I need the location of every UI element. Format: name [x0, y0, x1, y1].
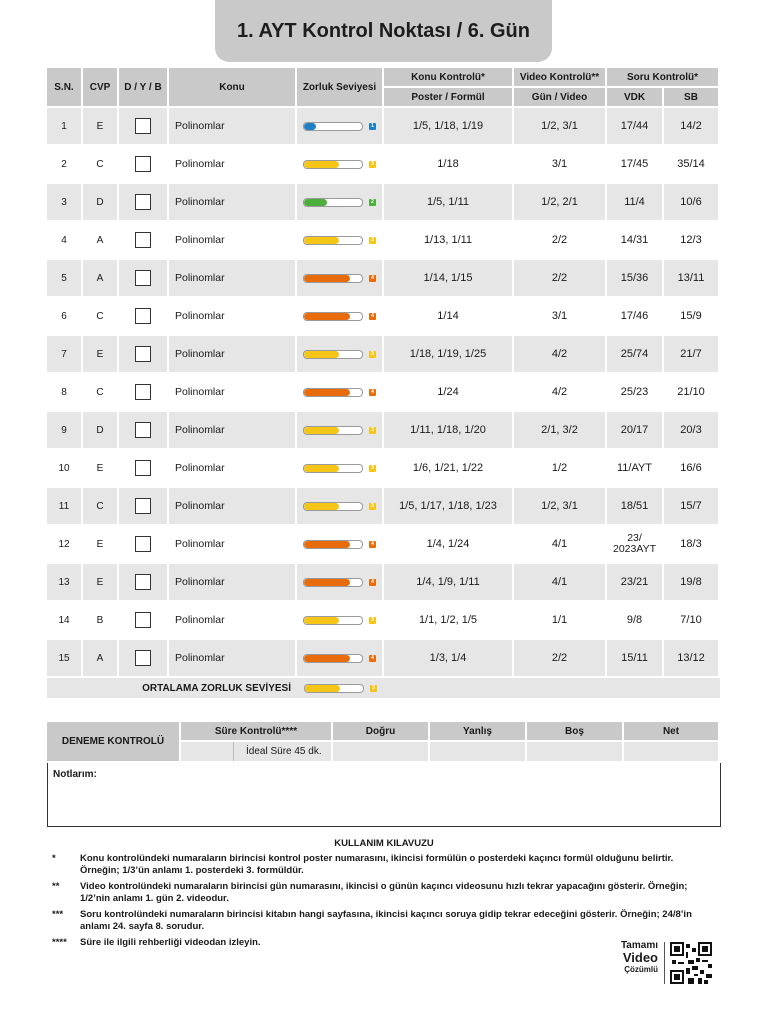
difficulty-bar: [303, 426, 376, 435]
row-topic: Polinomlar: [169, 184, 297, 222]
dyb-checkbox[interactable]: [135, 650, 151, 666]
row-sb: 35/14: [664, 146, 720, 184]
difficulty-level-badge: 3: [369, 237, 376, 244]
difficulty-track: [303, 350, 363, 359]
row-sb: 18/3: [664, 526, 720, 564]
difficulty-fill: [304, 427, 339, 434]
row-gun-video: 1/2, 3/1: [514, 108, 607, 146]
difficulty-level-badge: 4: [369, 313, 376, 320]
dyb-cell: [119, 184, 169, 222]
header-soru-kontrolu: Soru Kontrolü*: [607, 68, 720, 88]
dyb-checkbox[interactable]: [135, 574, 151, 590]
sure-header: Süre Kontrolü****: [181, 722, 333, 742]
difficulty-level-badge: 1: [369, 123, 376, 130]
row-answer: A: [83, 640, 119, 678]
row-poster-formul: 1/4, 1/24: [384, 526, 514, 564]
badge-line1: Tamamı: [620, 940, 658, 951]
difficulty-level-badge: 3: [369, 617, 376, 624]
row-gun-video: 4/2: [514, 374, 607, 412]
row-number: 14: [47, 602, 83, 640]
row-answer: E: [83, 450, 119, 488]
row-difficulty: [297, 374, 384, 412]
dyb-checkbox[interactable]: [135, 536, 151, 552]
row-sb: 19/8: [664, 564, 720, 602]
row-topic: Polinomlar: [169, 564, 297, 602]
table-row: [47, 222, 720, 260]
dyb-cell: [119, 108, 169, 146]
header-sb: SB: [664, 88, 720, 108]
guide-mark: **: [52, 881, 60, 892]
row-vdk: 17/45: [607, 146, 664, 184]
row-gun-video: 2/2: [514, 640, 607, 678]
row-vdk: 18/51: [607, 488, 664, 526]
dyb-cell: [119, 640, 169, 678]
header-konu: Konu: [169, 68, 297, 108]
badge-line3: Çözümlü: [624, 965, 658, 974]
row-gun-video: 3/1: [514, 146, 607, 184]
table-row: [47, 640, 720, 678]
difficulty-level-badge: 3: [369, 351, 376, 358]
guide-title: KULLANIM KILAVUZU: [334, 838, 434, 849]
difficulty-fill: [304, 541, 350, 548]
row-vdk: 17/46: [607, 298, 664, 336]
dyb-checkbox[interactable]: [135, 346, 151, 362]
row-sb: 13/12: [664, 640, 720, 678]
guide-item: [52, 909, 722, 933]
yanlis-header: Yanlış: [430, 722, 527, 742]
difficulty-track: [303, 616, 363, 625]
row-sb: 7/10: [664, 602, 720, 640]
page-title: 1. AYT Kontrol Noktası / 6. Gün: [215, 0, 552, 62]
guide-item: [52, 881, 722, 905]
row-gun-video: 1/1: [514, 602, 607, 640]
difficulty-track: [304, 684, 364, 693]
dyb-cell: [119, 336, 169, 374]
guide-list: [52, 853, 722, 953]
row-answer: D: [83, 184, 119, 222]
difficulty-fill: [304, 503, 339, 510]
header-sn: S.N.: [47, 68, 83, 108]
row-poster-formul: 1/5, 1/11: [384, 184, 514, 222]
row-poster-formul: 1/18, 1/19, 1/25: [384, 336, 514, 374]
row-poster-formul: 1/13, 1/11: [384, 222, 514, 260]
difficulty-level-badge: 3: [370, 685, 377, 692]
row-poster-formul: 1/14: [384, 298, 514, 336]
row-difficulty: [297, 526, 384, 564]
row-gun-video: 1/2, 3/1: [514, 488, 607, 526]
row-topic: Polinomlar: [169, 298, 297, 336]
row-answer: E: [83, 564, 119, 602]
table-row: [47, 298, 720, 336]
difficulty-fill: [304, 237, 339, 244]
header-cvp: CVP: [83, 68, 119, 108]
control-table: [47, 68, 720, 698]
difficulty-level-badge: 3: [369, 503, 376, 510]
row-vdk: 15/36: [607, 260, 664, 298]
guide-text: Soru kontrolündeki numaraların birincisi kitabın hangi sayfasına, ikincisi kaçıncı soruya gidip tekrar edeceğini gösterir. Örneğin; 24/8’in anlamı 24. sayfa 8. sorudur.: [80, 909, 692, 932]
header-gun-video: Gün / Video: [514, 88, 607, 108]
header-dyb: D / Y / B: [119, 68, 169, 108]
guide-text: Konu kontrolündeki numaraların birincisi kontrol poster numarasını, ikincisi formülün o posterdeki kaçıncı formül olduğunu belirtir. Örneğin; 1/3’ün anlamı 1. posterdeki 3. formüldür.: [80, 853, 674, 876]
row-topic: Polinomlar: [169, 488, 297, 526]
row-difficulty: [297, 602, 384, 640]
row-vdk: 23/ 2023AYT: [607, 526, 664, 564]
row-poster-formul: 1/5, 1/17, 1/18, 1/23: [384, 488, 514, 526]
difficulty-bar: [303, 654, 376, 663]
difficulty-level-badge: 2: [369, 199, 376, 206]
row-answer: C: [83, 488, 119, 526]
table-row: [47, 602, 720, 640]
header-video-kontrolu: Video Kontrolü**: [514, 68, 607, 88]
net-field[interactable]: [624, 742, 720, 763]
row-topic: Polinomlar: [169, 640, 297, 678]
dyb-cell: [119, 412, 169, 450]
row-sb: 15/9: [664, 298, 720, 336]
difficulty-track: [303, 388, 363, 397]
header-zorluk: Zorluk Seviyesi: [297, 68, 384, 108]
row-difficulty: [297, 336, 384, 374]
difficulty-bar: [303, 160, 376, 169]
difficulty-fill: [304, 579, 350, 586]
row-difficulty: [297, 412, 384, 450]
difficulty-bar: [303, 578, 376, 587]
yanlis-field[interactable]: [430, 742, 527, 763]
row-sb: 12/3: [664, 222, 720, 260]
row-number: 7: [47, 336, 83, 374]
row-number: 5: [47, 260, 83, 298]
difficulty-bar: [303, 350, 376, 359]
row-difficulty: [297, 222, 384, 260]
row-sb: 13/11: [664, 260, 720, 298]
row-difficulty: [297, 184, 384, 222]
row-topic: Polinomlar: [169, 260, 297, 298]
dyb-checkbox[interactable]: [135, 118, 151, 134]
row-difficulty: [297, 146, 384, 184]
row-number: 12: [47, 526, 83, 564]
table-row: [47, 146, 720, 184]
difficulty-fill: [304, 199, 327, 206]
guide-mark: *: [52, 853, 56, 864]
difficulty-fill: [305, 685, 340, 692]
row-topic: Polinomlar: [169, 336, 297, 374]
row-difficulty: [297, 450, 384, 488]
dyb-checkbox[interactable]: [135, 194, 151, 210]
header-poster-formul: Poster / Formül: [384, 88, 514, 108]
row-topic: Polinomlar: [169, 108, 297, 146]
dyb-cell: [119, 146, 169, 184]
difficulty-fill: [304, 389, 350, 396]
row-number: 3: [47, 184, 83, 222]
difficulty-bar: [303, 236, 376, 245]
row-gun-video: 4/2: [514, 336, 607, 374]
difficulty-fill: [304, 465, 339, 472]
dogru-field[interactable]: [333, 742, 430, 763]
dyb-cell: [119, 564, 169, 602]
difficulty-bar: [304, 684, 377, 693]
deneme-table: [47, 722, 720, 763]
row-answer: A: [83, 260, 119, 298]
row-number: 10: [47, 450, 83, 488]
row-poster-formul: 1/14, 1/15: [384, 260, 514, 298]
difficulty-bar: [303, 312, 376, 321]
notes-label: Notlarım:: [53, 769, 97, 780]
table-row: [47, 526, 720, 564]
dyb-checkbox[interactable]: [135, 460, 151, 476]
dyb-checkbox[interactable]: [135, 232, 151, 248]
dyb-cell: [119, 374, 169, 412]
row-answer: D: [83, 412, 119, 450]
row-topic: Polinomlar: [169, 146, 297, 184]
row-difficulty: [297, 640, 384, 678]
row-topic: Polinomlar: [169, 374, 297, 412]
row-sb: 15/7: [664, 488, 720, 526]
dyb-checkbox[interactable]: [135, 612, 151, 628]
difficulty-track: [303, 160, 363, 169]
row-difficulty: [297, 260, 384, 298]
row-poster-formul: 1/11, 1/18, 1/20: [384, 412, 514, 450]
row-topic: Polinomlar: [169, 412, 297, 450]
average-label: ORTALAMA ZORLUK SEVİYESİ: [47, 678, 297, 698]
dyb-checkbox[interactable]: [135, 308, 151, 324]
difficulty-level-badge: 3: [369, 161, 376, 168]
difficulty-bar: [303, 540, 376, 549]
row-number: 13: [47, 564, 83, 602]
row-poster-formul: 1/4, 1/9, 1/11: [384, 564, 514, 602]
bos-field[interactable]: [527, 742, 624, 763]
dyb-cell: [119, 602, 169, 640]
table-row: [47, 450, 720, 488]
deneme-label: DENEME KONTROLÜ: [47, 722, 181, 763]
table-row: [47, 108, 720, 146]
row-difficulty: [297, 108, 384, 146]
difficulty-track: [303, 236, 363, 245]
row-gun-video: 4/1: [514, 526, 607, 564]
row-number: 1: [47, 108, 83, 146]
row-vdk: 14/31: [607, 222, 664, 260]
row-answer: A: [83, 222, 119, 260]
dyb-cell: [119, 222, 169, 260]
badge-line2: Video: [622, 950, 658, 965]
row-sb: 14/2: [664, 108, 720, 146]
difficulty-track: [303, 426, 363, 435]
difficulty-level-badge: 4: [369, 541, 376, 548]
difficulty-bar: [303, 274, 376, 283]
row-number: 6: [47, 298, 83, 336]
row-topic: Polinomlar: [169, 222, 297, 260]
table-row: [47, 374, 720, 412]
guide-item: [52, 853, 722, 877]
row-answer: C: [83, 374, 119, 412]
difficulty-level-badge: 3: [369, 427, 376, 434]
row-poster-formul: 1/5, 1/18, 1/19: [384, 108, 514, 146]
row-number: 9: [47, 412, 83, 450]
difficulty-track: [303, 198, 363, 207]
row-vdk: 11/4: [607, 184, 664, 222]
difficulty-track: [303, 274, 363, 283]
difficulty-track: [303, 578, 363, 587]
row-vdk: 23/21: [607, 564, 664, 602]
row-difficulty: [297, 564, 384, 602]
row-vdk: 25/74: [607, 336, 664, 374]
row-sb: 21/7: [664, 336, 720, 374]
row-gun-video: 2/2: [514, 222, 607, 260]
row-vdk: 20/17: [607, 412, 664, 450]
dyb-cell: [119, 488, 169, 526]
net-header: Net: [624, 722, 720, 742]
table-row: [47, 488, 720, 526]
difficulty-track: [303, 502, 363, 511]
row-answer: C: [83, 298, 119, 336]
dyb-cell: [119, 450, 169, 488]
row-number: 4: [47, 222, 83, 260]
row-difficulty: [297, 298, 384, 336]
dyb-checkbox[interactable]: [135, 156, 151, 172]
row-vdk: 9/8: [607, 602, 664, 640]
row-number: 11: [47, 488, 83, 526]
row-answer: E: [83, 108, 119, 146]
row-answer: B: [83, 602, 119, 640]
row-vdk: 15/11: [607, 640, 664, 678]
video-solution-badge: [608, 940, 718, 986]
qr-code-icon[interactable]: [670, 942, 712, 984]
table-row: [47, 260, 720, 298]
dyb-checkbox[interactable]: [135, 422, 151, 438]
difficulty-bar: [303, 122, 376, 131]
difficulty-fill: [304, 617, 339, 624]
dogru-header: Doğru: [333, 722, 430, 742]
row-gun-video: 2/1, 3/2: [514, 412, 607, 450]
difficulty-track: [303, 540, 363, 549]
table-row: [47, 336, 720, 374]
difficulty-fill: [304, 655, 350, 662]
row-sb: 16/6: [664, 450, 720, 488]
difficulty-track: [303, 464, 363, 473]
row-poster-formul: 1/6, 1/21, 1/22: [384, 450, 514, 488]
ideal-sure: İdeal Süre 45 dk.: [181, 742, 333, 763]
notes-box[interactable]: [47, 763, 721, 827]
row-answer: E: [83, 336, 119, 374]
dyb-cell: [119, 260, 169, 298]
difficulty-level-badge: 3: [369, 465, 376, 472]
table-row: [47, 564, 720, 602]
difficulty-bar: [303, 388, 376, 397]
table-row: [47, 412, 720, 450]
difficulty-level-badge: 4: [369, 275, 376, 282]
row-gun-video: 2/2: [514, 260, 607, 298]
difficulty-bar: [303, 502, 376, 511]
row-number: 15: [47, 640, 83, 678]
row-sb: 10/6: [664, 184, 720, 222]
row-poster-formul: 1/1, 1/2, 1/5: [384, 602, 514, 640]
header-vdk: VDK: [607, 88, 664, 108]
row-answer: C: [83, 146, 119, 184]
difficulty-level-badge: 4: [369, 655, 376, 662]
row-poster-formul: 1/18: [384, 146, 514, 184]
row-number: 2: [47, 146, 83, 184]
difficulty-bar: [303, 464, 376, 473]
table-row: [47, 184, 720, 222]
difficulty-bar: [303, 616, 376, 625]
row-vdk: 25/23: [607, 374, 664, 412]
row-gun-video: 1/2, 2/1: [514, 184, 607, 222]
dyb-checkbox[interactable]: [135, 270, 151, 286]
difficulty-track: [303, 654, 363, 663]
row-number: 8: [47, 374, 83, 412]
row-poster-formul: 1/24: [384, 374, 514, 412]
row-vdk: 11/AYT: [607, 450, 664, 488]
dyb-cell: [119, 298, 169, 336]
difficulty-level-badge: 4: [369, 579, 376, 586]
guide-text: Süre ile ilgili rehberliği videodan izleyin.: [80, 937, 261, 948]
row-topic: Polinomlar: [169, 526, 297, 564]
row-answer: E: [83, 526, 119, 564]
row-gun-video: 3/1: [514, 298, 607, 336]
difficulty-bar: [303, 198, 376, 207]
dyb-checkbox[interactable]: [135, 384, 151, 400]
row-topic: Polinomlar: [169, 602, 297, 640]
row-gun-video: 1/2: [514, 450, 607, 488]
bos-header: Boş: [527, 722, 624, 742]
difficulty-track: [303, 312, 363, 321]
guide-mark: ****: [52, 937, 67, 948]
dyb-checkbox[interactable]: [135, 498, 151, 514]
row-topic: Polinomlar: [169, 450, 297, 488]
guide-text: Video kontrolündeki numaraların birincisi gün numarasını, ikincisi o günün kaçıncı videosunu hızlı tekrar yapacağını gösterir. Örneğin; 1/2’nin anlamı 1. gün 2. videodur.: [80, 881, 688, 904]
header-konu-kontrolu: Konu Kontrolü*: [384, 68, 514, 88]
difficulty-level-badge: 4: [369, 389, 376, 396]
row-difficulty: [297, 488, 384, 526]
guide-mark: ***: [52, 909, 64, 920]
row-vdk: 17/44: [607, 108, 664, 146]
average-level: [297, 678, 384, 698]
dyb-cell: [119, 526, 169, 564]
row-gun-video: 4/1: [514, 564, 607, 602]
difficulty-fill: [304, 313, 350, 320]
row-sb: 20/3: [664, 412, 720, 450]
difficulty-fill: [304, 161, 339, 168]
row-poster-formul: 1/3, 1/4: [384, 640, 514, 678]
difficulty-track: [303, 122, 363, 131]
difficulty-fill: [304, 351, 339, 358]
row-sb: 21/10: [664, 374, 720, 412]
difficulty-fill: [304, 275, 350, 282]
difficulty-fill: [304, 123, 316, 130]
